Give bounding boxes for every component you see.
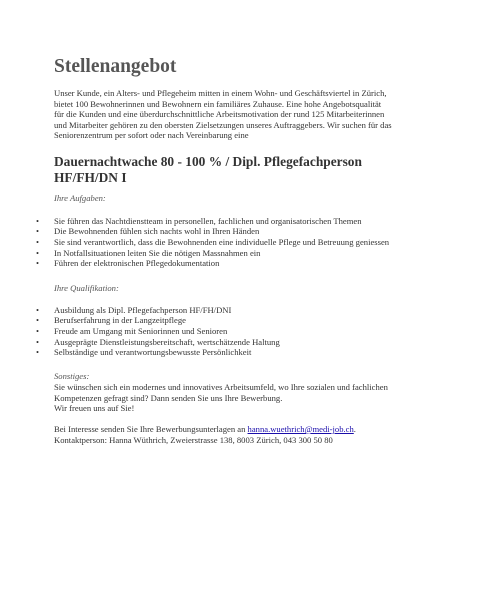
list-item <box>36 247 439 259</box>
bullet-icon: • <box>36 326 40 337</box>
intro-line: und Mitarbeiter gehören zu den obersten Zielsetzungen unseres Auftraggebers. Wir suchen für das <box>54 119 392 130</box>
contact-suffix: . <box>353 424 356 434</box>
task-text: Die Bewohnenden fühlen sich nachts wohl in Ihren Händen <box>54 226 260 237</box>
contact-prefix: Bei Interesse senden Sie Ihre Bewerbungsunterlagen an <box>54 424 248 434</box>
task-text: In Notfallsituationen leiten Sie die nötigen Massnahmen ein <box>54 247 261 258</box>
contact-person: Kontaktperson: Hanna Wüthrich, Zweierstrasse 138, 8003 Zürich, 043 300 50 80 <box>54 434 333 445</box>
other-line: Wir freuen uns auf Sie! <box>54 403 135 414</box>
contact-email-link[interactable]: hanna.wuethrich@medi-job.ch <box>247 424 354 434</box>
qualification-text: Selbständige und verantwortungsbewusste Persönlichkeit <box>54 347 252 358</box>
other-line: Sie wünschen sich ein modernes und innovatives Arbeitsumfeld, wo Ihre sozialen und fachlichen <box>54 381 388 392</box>
job-title <box>54 154 439 186</box>
tasks-heading: Ihre Aufgaben: <box>54 192 106 203</box>
job-posting-content <box>36 55 439 445</box>
qualification-text: Ausgeprägte Dienstleistungsbereitschaft, wertschätzende Haltung <box>54 336 280 347</box>
task-text: Sie führen das Nachtdienstteam in personellen, fachlichen und organisatorischen Themen <box>54 215 362 226</box>
page-title: Stellenangebot <box>54 56 177 77</box>
list-item <box>36 347 439 358</box>
list-item <box>36 258 439 269</box>
qualification-list <box>36 304 439 359</box>
intro-line: bietet 100 Bewohnerinnen und Bewohnern ein familiäres Zuhause. Eine hohe Angebotsqualität <box>54 98 382 109</box>
other-line: Kompetenzen gefragt sind? Dann senden Sie uns Ihre Bewerbung. <box>54 392 283 403</box>
list-item <box>36 215 439 227</box>
bullet-icon: • <box>36 347 40 358</box>
qualification-text: Berufserfahrung in der Langzeitpflege <box>54 315 186 326</box>
bullet-icon: • <box>36 247 40 258</box>
bullet-icon: • <box>36 226 40 237</box>
list-item <box>36 326 439 337</box>
bullet-icon: • <box>36 315 40 326</box>
list-item <box>36 304 439 316</box>
intro-paragraph <box>54 88 439 141</box>
intro-line: für die Kunden und eine überdurchschnittliche Arbeitsmotivation der rund 125 Mitarbeiterinnen <box>54 109 385 120</box>
bullet-icon: • <box>36 258 40 269</box>
job-title-line: Dauernachtwache 80 - 100 % / Dipl. Pflegefachperson <box>54 153 362 169</box>
bullet-icon: • <box>36 304 40 315</box>
tasks-list <box>36 215 439 270</box>
list-item <box>36 336 439 348</box>
bullet-icon: • <box>36 215 40 226</box>
other-section <box>54 371 439 414</box>
intro-line: Seniorenzentrum per sofort oder nach Vereinbarung eine <box>54 130 249 141</box>
list-item <box>36 226 439 237</box>
job-title-line: HF/FH/DN I <box>54 169 127 185</box>
list-item <box>36 236 439 248</box>
qualification-text: Ausbildung als Dipl. Pflegefachperson HF/FH/DNI <box>54 304 232 315</box>
contact-section <box>54 424 439 445</box>
task-text: Sie sind verantwortlich, dass die Bewohnenden eine individuelle Pflege und Betreuung geniessen <box>54 236 390 247</box>
task-text: Führen der elektronischen Pflegedokumentation <box>54 258 220 269</box>
list-item <box>36 315 439 326</box>
bullet-icon: • <box>36 336 40 347</box>
qualification-text: Freude am Umgang mit Seniorinnen und Senioren <box>54 326 228 337</box>
other-heading: Sonstiges: <box>54 371 90 382</box>
bullet-icon: • <box>36 236 40 247</box>
intro-line: Unser Kunde, ein Alters- und Pflegeheim mitten in einem Wohn- und Geschäftsviertel in Zürich, <box>54 88 387 98</box>
qualification-heading: Ihre Qualifikation: <box>54 283 119 294</box>
